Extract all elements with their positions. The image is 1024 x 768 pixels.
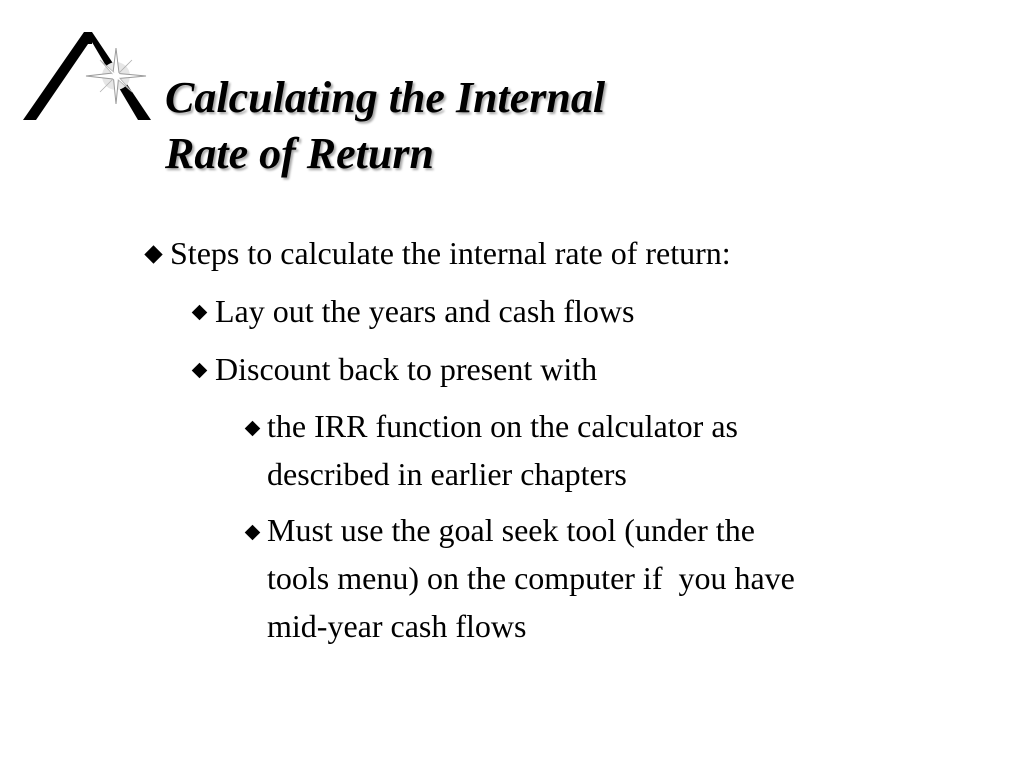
title-line-1: Calculating the Internal xyxy=(165,73,606,122)
bullet-item-3: Discount back to present with xyxy=(215,351,598,387)
bullet-item-1: Steps to calculate the internal rate of return: xyxy=(170,235,731,271)
bullet-item-5-line-3: mid-year cash flows xyxy=(267,608,527,644)
bullet-item-2: Lay out the years and cash flows xyxy=(215,293,635,329)
bullet-diamond-icon xyxy=(192,305,208,321)
bullet-diamond-icon xyxy=(144,245,162,263)
title-line-2: Rate of Return xyxy=(165,129,434,178)
slide-title xyxy=(165,70,605,182)
bullet-diamond-icon xyxy=(192,363,208,379)
bullet-diamond-icon xyxy=(245,525,261,541)
star-peak-logo-icon xyxy=(20,28,160,128)
bullet-diamond-icon xyxy=(245,421,261,437)
bullet-item-5-line-2: tools menu) on the computer if you have xyxy=(267,560,795,596)
bullet-item-5-line-1: Must use the goal seek tool (under the xyxy=(267,512,755,548)
bullet-item-4-line-1: the IRR function on the calculator as xyxy=(267,408,738,444)
bullet-item-4-line-2: described in earlier chapters xyxy=(267,456,627,492)
